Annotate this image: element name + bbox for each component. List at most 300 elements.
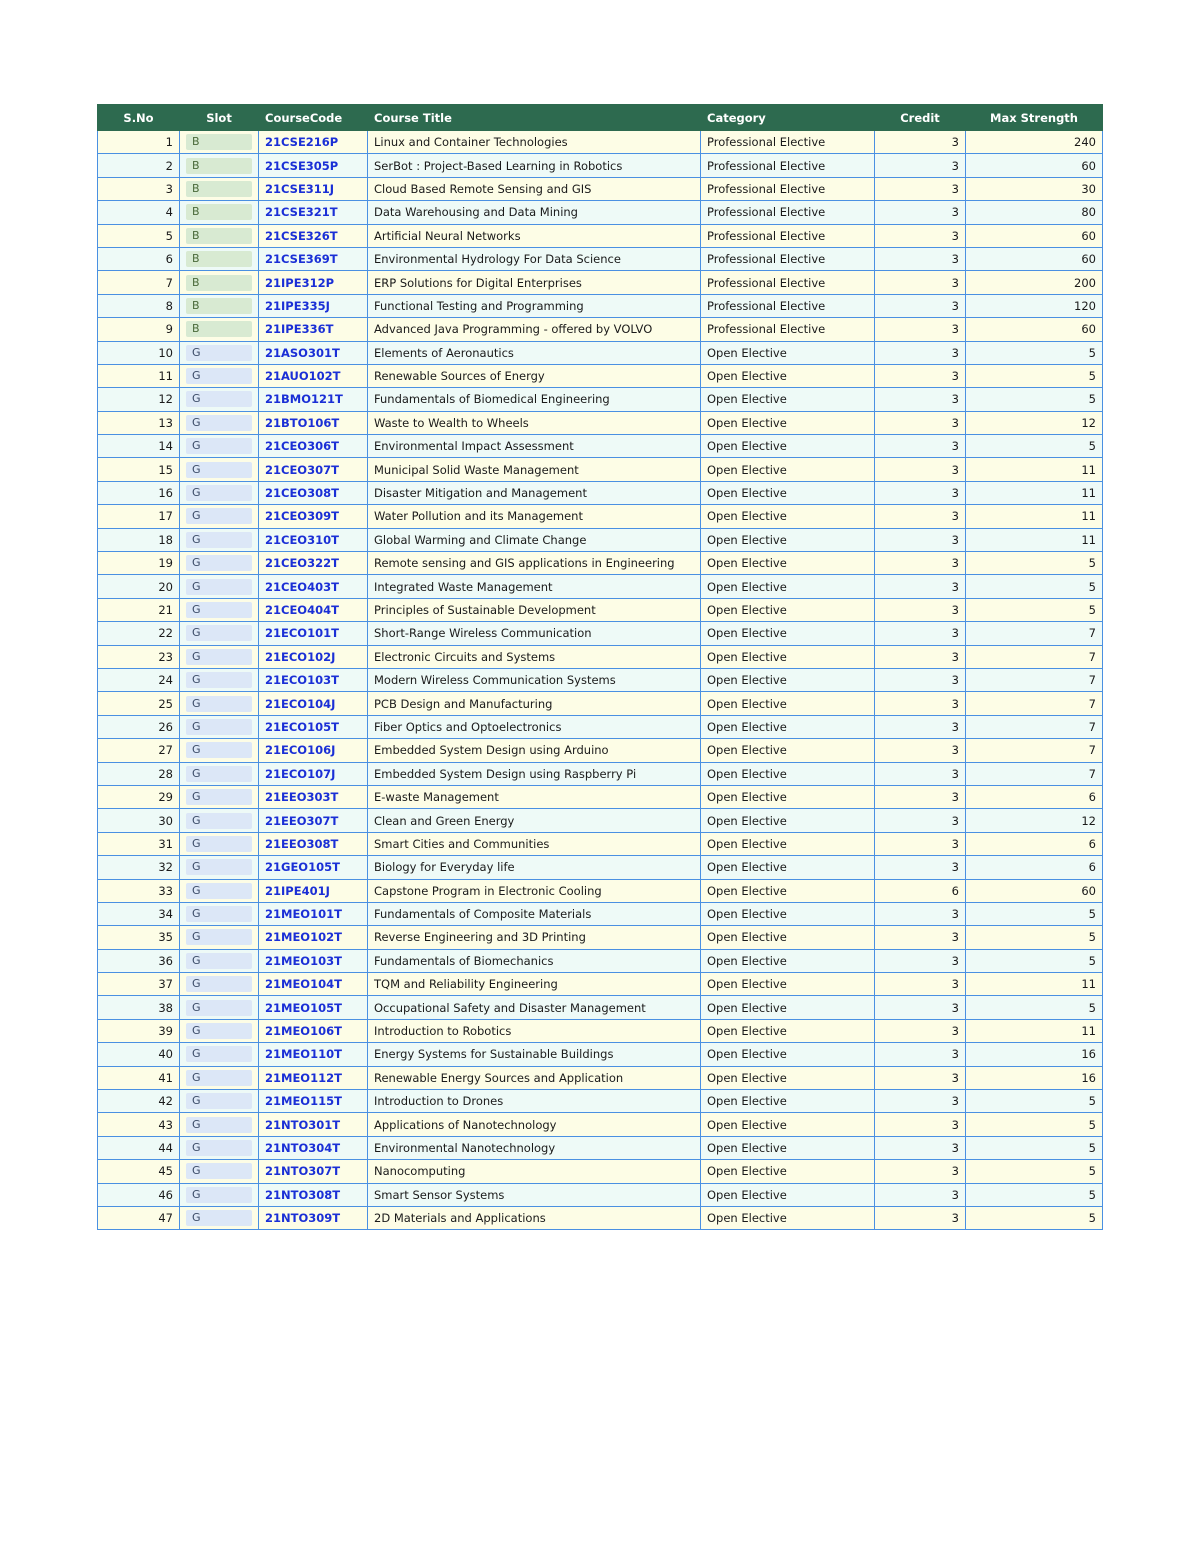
cell-sno: 5 <box>98 224 180 247</box>
slot-badge: G <box>186 602 252 618</box>
cell-sno: 9 <box>98 318 180 341</box>
cell-max-strength: 60 <box>966 318 1103 341</box>
slot-badge: G <box>186 462 252 478</box>
cell-max-strength: 5 <box>966 435 1103 458</box>
cell-course-title: Renewable Energy Sources and Application <box>368 1066 701 1089</box>
course-code-link[interactable]: 21ECO106J <box>265 743 336 758</box>
cell-category: Open Elective <box>701 622 875 645</box>
cell-credit: 3 <box>875 598 966 621</box>
table-row <box>98 1090 1103 1113</box>
cell-sno: 45 <box>98 1160 180 1183</box>
course-code-link[interactable]: 21BMO121T <box>265 392 343 407</box>
cell-max-strength: 16 <box>966 1043 1103 1066</box>
table-row <box>98 1136 1103 1159</box>
cell-category: Open Elective <box>701 1113 875 1136</box>
cell-course-code <box>259 832 368 855</box>
course-code-link[interactable]: 21NTO307T <box>265 1164 341 1179</box>
cell-course-code <box>259 224 368 247</box>
cell-category: Open Elective <box>701 926 875 949</box>
course-code-link[interactable]: 21MEO102T <box>265 930 342 945</box>
cell-credit: 3 <box>875 809 966 832</box>
table-row <box>98 996 1103 1019</box>
cell-course-title: Fundamentals of Biomechanics <box>368 949 701 972</box>
course-code-link[interactable]: 21EEO303T <box>265 790 339 805</box>
course-code-link[interactable]: 21MEO105T <box>265 1000 342 1015</box>
course-code-link[interactable]: 21EEO307T <box>265 813 339 828</box>
slot-badge: G <box>186 1117 252 1133</box>
header-course-title: Course Title <box>368 105 701 131</box>
slot-badge: G <box>186 625 252 641</box>
cell-slot <box>180 318 259 341</box>
cell-max-strength: 12 <box>966 809 1103 832</box>
course-code-link[interactable]: 21ECO102J <box>265 649 336 664</box>
cell-category: Open Elective <box>701 762 875 785</box>
cell-course-title: ERP Solutions for Digital Enterprises <box>368 271 701 294</box>
cell-slot <box>180 552 259 575</box>
slot-badge: G <box>186 719 252 735</box>
cell-course-code <box>259 996 368 1019</box>
cell-course-title: Renewable Sources of Energy <box>368 364 701 387</box>
cell-course-title: Linux and Container Technologies <box>368 131 701 154</box>
cell-max-strength: 240 <box>966 131 1103 154</box>
cell-max-strength: 30 <box>966 177 1103 200</box>
cell-credit: 3 <box>875 668 966 691</box>
slot-badge: G <box>186 953 252 969</box>
cell-category: Open Elective <box>701 692 875 715</box>
course-code-link[interactable]: 21IPE336T <box>265 322 334 337</box>
cell-course-code <box>259 973 368 996</box>
course-code-link[interactable]: 21CSE321T <box>265 205 338 220</box>
table-row <box>98 411 1103 434</box>
cell-max-strength: 80 <box>966 201 1103 224</box>
cell-category: Professional Elective <box>701 177 875 200</box>
cell-credit: 3 <box>875 154 966 177</box>
cell-category: Open Elective <box>701 411 875 434</box>
cell-course-title: Water Pollution and its Management <box>368 505 701 528</box>
slot-badge: B <box>186 181 252 197</box>
cell-category: Open Elective <box>701 785 875 808</box>
table-row <box>98 832 1103 855</box>
cell-max-strength: 5 <box>966 902 1103 925</box>
cell-sno: 11 <box>98 364 180 387</box>
cell-max-strength: 5 <box>966 1183 1103 1206</box>
cell-max-strength: 5 <box>966 949 1103 972</box>
cell-course-code <box>259 809 368 832</box>
course-code-link[interactable]: 21MEO103T <box>265 953 342 968</box>
course-code-link[interactable]: 21MEO112T <box>265 1070 342 1085</box>
cell-max-strength: 5 <box>966 364 1103 387</box>
cell-course-code <box>259 505 368 528</box>
cell-sno: 23 <box>98 645 180 668</box>
cell-course-code <box>259 1113 368 1136</box>
cell-sno: 30 <box>98 809 180 832</box>
cell-category: Open Elective <box>701 505 875 528</box>
cell-credit: 3 <box>875 739 966 762</box>
cell-slot <box>180 458 259 481</box>
cell-course-code <box>259 411 368 434</box>
cell-course-code <box>259 1160 368 1183</box>
table-row <box>98 247 1103 270</box>
cell-course-title: Global Warming and Climate Change <box>368 528 701 551</box>
cell-course-code <box>259 739 368 762</box>
cell-max-strength: 7 <box>966 668 1103 691</box>
cell-course-title: Waste to Wealth to Wheels <box>368 411 701 434</box>
cell-max-strength: 5 <box>966 1206 1103 1229</box>
cell-sno: 6 <box>98 247 180 270</box>
slot-badge: G <box>186 555 252 571</box>
table-header-row <box>98 105 1103 131</box>
cell-credit: 3 <box>875 575 966 598</box>
course-code-link[interactable]: 21MEO110T <box>265 1047 342 1062</box>
slot-badge: B <box>186 228 252 244</box>
cell-course-code <box>259 715 368 738</box>
cell-course-title: Data Warehousing and Data Mining <box>368 201 701 224</box>
table-row <box>98 364 1103 387</box>
cell-course-code <box>259 271 368 294</box>
cell-max-strength: 7 <box>966 622 1103 645</box>
cell-course-code <box>259 949 368 972</box>
course-code-link[interactable]: 21IPE312P <box>265 275 334 290</box>
cell-course-code <box>259 388 368 411</box>
cell-sno: 15 <box>98 458 180 481</box>
cell-course-title: PCB Design and Manufacturing <box>368 692 701 715</box>
cell-category: Open Elective <box>701 1019 875 1042</box>
table-row <box>98 645 1103 668</box>
cell-course-title: Short-Range Wireless Communication <box>368 622 701 645</box>
cell-credit: 3 <box>875 505 966 528</box>
course-code-link[interactable]: 21MEO104T <box>265 977 342 992</box>
cell-slot <box>180 271 259 294</box>
slot-badge: G <box>186 672 252 688</box>
cell-course-code <box>259 692 368 715</box>
table-row <box>98 715 1103 738</box>
course-code-link[interactable]: 21EEO308T <box>265 836 339 851</box>
cell-sno: 34 <box>98 902 180 925</box>
course-code-link[interactable]: 21CEO403T <box>265 579 339 594</box>
cell-sno: 1 <box>98 131 180 154</box>
cell-credit: 3 <box>875 294 966 317</box>
cell-sno: 18 <box>98 528 180 551</box>
cell-slot <box>180 341 259 364</box>
cell-course-title: Environmental Nanotechnology <box>368 1136 701 1159</box>
slot-badge: G <box>186 766 252 782</box>
cell-course-title: Cloud Based Remote Sensing and GIS <box>368 177 701 200</box>
cell-slot <box>180 294 259 317</box>
cell-credit: 3 <box>875 832 966 855</box>
course-code-link[interactable]: 21CSE305P <box>265 158 339 173</box>
cell-course-code <box>259 1066 368 1089</box>
cell-slot <box>180 1206 259 1229</box>
table-row <box>98 879 1103 902</box>
course-code-link[interactable]: 21ASO301T <box>265 345 340 360</box>
cell-sno: 22 <box>98 622 180 645</box>
header-max-strength: Max Strength <box>966 105 1103 131</box>
cell-max-strength: 200 <box>966 271 1103 294</box>
slot-badge: G <box>186 415 252 431</box>
cell-credit: 6 <box>875 879 966 902</box>
slot-badge: G <box>186 579 252 595</box>
course-code-link[interactable]: 21CEO404T <box>265 603 339 617</box>
course-code-link[interactable]: 21NTO308T <box>265 1187 341 1202</box>
cell-category: Open Elective <box>701 364 875 387</box>
cell-course-title: Environmental Hydrology For Data Science <box>368 247 701 270</box>
cell-max-strength: 11 <box>966 458 1103 481</box>
cell-category: Open Elective <box>701 973 875 996</box>
slot-badge: G <box>186 1210 252 1226</box>
cell-course-code <box>259 1183 368 1206</box>
cell-sno: 46 <box>98 1183 180 1206</box>
course-code-link[interactable]: 21NTO309T <box>265 1211 341 1226</box>
cell-credit: 3 <box>875 341 966 364</box>
cell-course-title: Nanocomputing <box>368 1160 701 1183</box>
cell-max-strength: 12 <box>966 411 1103 434</box>
cell-course-code <box>259 131 368 154</box>
cell-course-title: Occupational Safety and Disaster Management <box>368 996 701 1019</box>
cell-max-strength: 5 <box>966 1113 1103 1136</box>
cell-credit: 3 <box>875 1043 966 1066</box>
cell-max-strength: 7 <box>966 762 1103 785</box>
cell-sno: 10 <box>98 341 180 364</box>
course-code-link[interactable]: 21MEO101T <box>265 907 342 922</box>
cell-course-title: Fiber Optics and Optoelectronics <box>368 715 701 738</box>
cell-course-code <box>259 856 368 879</box>
slot-badge: G <box>186 649 252 665</box>
table-row <box>98 1113 1103 1136</box>
cell-slot <box>180 832 259 855</box>
cell-category: Open Elective <box>701 996 875 1019</box>
course-code-link[interactable]: 21CSE369T <box>265 252 338 267</box>
cell-credit: 3 <box>875 622 966 645</box>
slot-badge: G <box>186 368 252 384</box>
course-code-link[interactable]: 21ECO105T <box>265 719 339 734</box>
course-code-link[interactable]: 21NTO304T <box>265 1140 341 1155</box>
cell-slot <box>180 201 259 224</box>
table-row <box>98 318 1103 341</box>
slot-badge: B <box>186 251 252 267</box>
course-code-link[interactable]: 21ECO103T <box>265 673 339 688</box>
cell-slot <box>180 879 259 902</box>
course-code-link[interactable]: 21CEO308T <box>265 486 339 501</box>
header-credit: Credit <box>875 105 966 131</box>
cell-credit: 3 <box>875 458 966 481</box>
cell-credit: 3 <box>875 1090 966 1113</box>
slot-badge: G <box>186 1023 252 1039</box>
cell-course-code <box>259 1090 368 1113</box>
cell-credit: 3 <box>875 645 966 668</box>
course-code-link[interactable]: 21CEO307T <box>265 462 339 477</box>
cell-credit: 3 <box>875 481 966 504</box>
table-row <box>98 388 1103 411</box>
slot-badge: G <box>186 1140 252 1156</box>
cell-credit: 3 <box>875 247 966 270</box>
cell-credit: 3 <box>875 1136 966 1159</box>
cell-course-title: Environmental Impact Assessment <box>368 435 701 458</box>
cell-credit: 3 <box>875 1066 966 1089</box>
cell-sno: 28 <box>98 762 180 785</box>
table-row <box>98 668 1103 691</box>
cell-course-code <box>259 552 368 575</box>
table-row <box>98 926 1103 949</box>
cell-max-strength: 6 <box>966 832 1103 855</box>
cell-category: Open Elective <box>701 832 875 855</box>
slot-badge: B <box>186 158 252 174</box>
cell-max-strength: 5 <box>966 1160 1103 1183</box>
cell-slot <box>180 809 259 832</box>
cell-slot <box>180 435 259 458</box>
slot-badge: G <box>186 976 252 992</box>
cell-category: Open Elective <box>701 1066 875 1089</box>
cell-slot <box>180 1019 259 1042</box>
course-code-link[interactable]: 21MEO106T <box>265 1024 342 1039</box>
course-code-link[interactable]: 21MEO115T <box>265 1094 342 1109</box>
course-code-link[interactable]: 21GEO105T <box>265 860 340 875</box>
cell-category: Open Elective <box>701 598 875 621</box>
slot-badge: G <box>186 1000 252 1016</box>
cell-course-title: TQM and Reliability Engineering <box>368 973 701 996</box>
cell-course-code <box>259 481 368 504</box>
cell-sno: 8 <box>98 294 180 317</box>
cell-credit: 3 <box>875 177 966 200</box>
header-category: Category <box>701 105 875 131</box>
cell-slot <box>180 739 259 762</box>
cell-max-strength: 6 <box>966 856 1103 879</box>
course-code-link[interactable]: 21IPE335J <box>265 298 330 313</box>
cell-slot <box>180 224 259 247</box>
cell-course-code <box>259 785 368 808</box>
cell-max-strength: 5 <box>966 1136 1103 1159</box>
cell-course-code <box>259 201 368 224</box>
cell-max-strength: 6 <box>966 785 1103 808</box>
cell-category: Professional Elective <box>701 294 875 317</box>
course-code-link[interactable]: 21CSE326T <box>265 228 338 243</box>
cell-sno: 27 <box>98 739 180 762</box>
cell-slot <box>180 645 259 668</box>
cell-slot <box>180 973 259 996</box>
course-code-link[interactable]: 21BTO106T <box>265 415 340 430</box>
slot-badge: G <box>186 438 252 454</box>
slot-badge: G <box>186 1070 252 1086</box>
cell-category: Open Elective <box>701 1090 875 1113</box>
cell-sno: 41 <box>98 1066 180 1089</box>
cell-course-title: Applications of Nanotechnology <box>368 1113 701 1136</box>
cell-course-title: Capstone Program in Electronic Cooling <box>368 879 701 902</box>
table-row <box>98 1160 1103 1183</box>
slot-badge: G <box>186 859 252 875</box>
course-code-link[interactable]: 21AUO102T <box>265 369 341 384</box>
cell-course-code <box>259 341 368 364</box>
cell-category: Open Elective <box>701 528 875 551</box>
table-row <box>98 458 1103 481</box>
cell-course-title: Smart Cities and Communities <box>368 832 701 855</box>
cell-max-strength: 5 <box>966 1090 1103 1113</box>
header-slot: Slot <box>180 105 259 131</box>
slot-badge: B <box>186 298 252 314</box>
table-row <box>98 949 1103 972</box>
table-row <box>98 224 1103 247</box>
cell-max-strength: 11 <box>966 1019 1103 1042</box>
slot-badge: G <box>186 485 252 501</box>
cell-course-code <box>259 902 368 925</box>
cell-credit: 3 <box>875 926 966 949</box>
cell-max-strength: 60 <box>966 247 1103 270</box>
cell-category: Open Elective <box>701 1043 875 1066</box>
cell-course-title: Integrated Waste Management <box>368 575 701 598</box>
header-course-code: CourseCode <box>259 105 368 131</box>
cell-credit: 3 <box>875 1160 966 1183</box>
cell-max-strength: 5 <box>966 598 1103 621</box>
cell-course-code <box>259 528 368 551</box>
course-code-link[interactable]: 21ECO104J <box>265 696 336 711</box>
slot-badge: G <box>186 508 252 524</box>
cell-max-strength: 5 <box>966 926 1103 949</box>
cell-max-strength: 5 <box>966 996 1103 1019</box>
cell-course-title: Reverse Engineering and 3D Printing <box>368 926 701 949</box>
cell-category: Open Elective <box>701 458 875 481</box>
cell-slot <box>180 177 259 200</box>
course-code-link[interactable]: 21CEO306T <box>265 439 339 454</box>
cell-category: Professional Elective <box>701 201 875 224</box>
cell-course-code <box>259 622 368 645</box>
cell-slot <box>180 996 259 1019</box>
course-code-link[interactable]: 21CSE311J <box>265 181 335 196</box>
cell-course-code <box>259 435 368 458</box>
course-code-link[interactable]: 21ECO107J <box>265 766 336 781</box>
table-row <box>98 902 1103 925</box>
course-code-link[interactable]: 21CSE216P <box>265 135 339 150</box>
cell-sno: 25 <box>98 692 180 715</box>
table-row <box>98 973 1103 996</box>
cell-slot <box>180 411 259 434</box>
table-row <box>98 271 1103 294</box>
cell-course-code <box>259 879 368 902</box>
cell-slot <box>180 388 259 411</box>
course-code-link[interactable]: 21CEO310T <box>265 532 339 547</box>
cell-course-code <box>259 458 368 481</box>
course-code-link[interactable]: 21CEO309T <box>265 509 339 524</box>
cell-course-code <box>259 668 368 691</box>
cell-category: Open Elective <box>701 879 875 902</box>
table-row <box>98 1066 1103 1089</box>
cell-sno: 44 <box>98 1136 180 1159</box>
cell-category: Open Elective <box>701 341 875 364</box>
cell-credit: 3 <box>875 411 966 434</box>
cell-category: Open Elective <box>701 1136 875 1159</box>
cell-max-strength: 5 <box>966 341 1103 364</box>
table-row <box>98 341 1103 364</box>
slot-badge: G <box>186 345 252 361</box>
slot-badge: G <box>186 696 252 712</box>
cell-course-title: E-waste Management <box>368 785 701 808</box>
cell-sno: 17 <box>98 505 180 528</box>
cell-max-strength: 5 <box>966 575 1103 598</box>
cell-credit: 3 <box>875 224 966 247</box>
table-row <box>98 692 1103 715</box>
table-row <box>98 598 1103 621</box>
cell-slot <box>180 902 259 925</box>
course-code-link[interactable]: 21NTO301T <box>265 1117 341 1132</box>
cell-course-title: Introduction to Robotics <box>368 1019 701 1042</box>
course-code-link[interactable]: 21IPE401J <box>265 883 330 898</box>
cell-max-strength: 11 <box>966 528 1103 551</box>
cell-slot <box>180 131 259 154</box>
table-row <box>98 435 1103 458</box>
course-code-link[interactable]: 21ECO101T <box>265 626 339 641</box>
slot-badge: G <box>186 906 252 922</box>
cell-category: Professional Elective <box>701 247 875 270</box>
cell-slot <box>180 762 259 785</box>
cell-sno: 35 <box>98 926 180 949</box>
course-code-link[interactable]: 21CEO322T <box>265 556 339 571</box>
